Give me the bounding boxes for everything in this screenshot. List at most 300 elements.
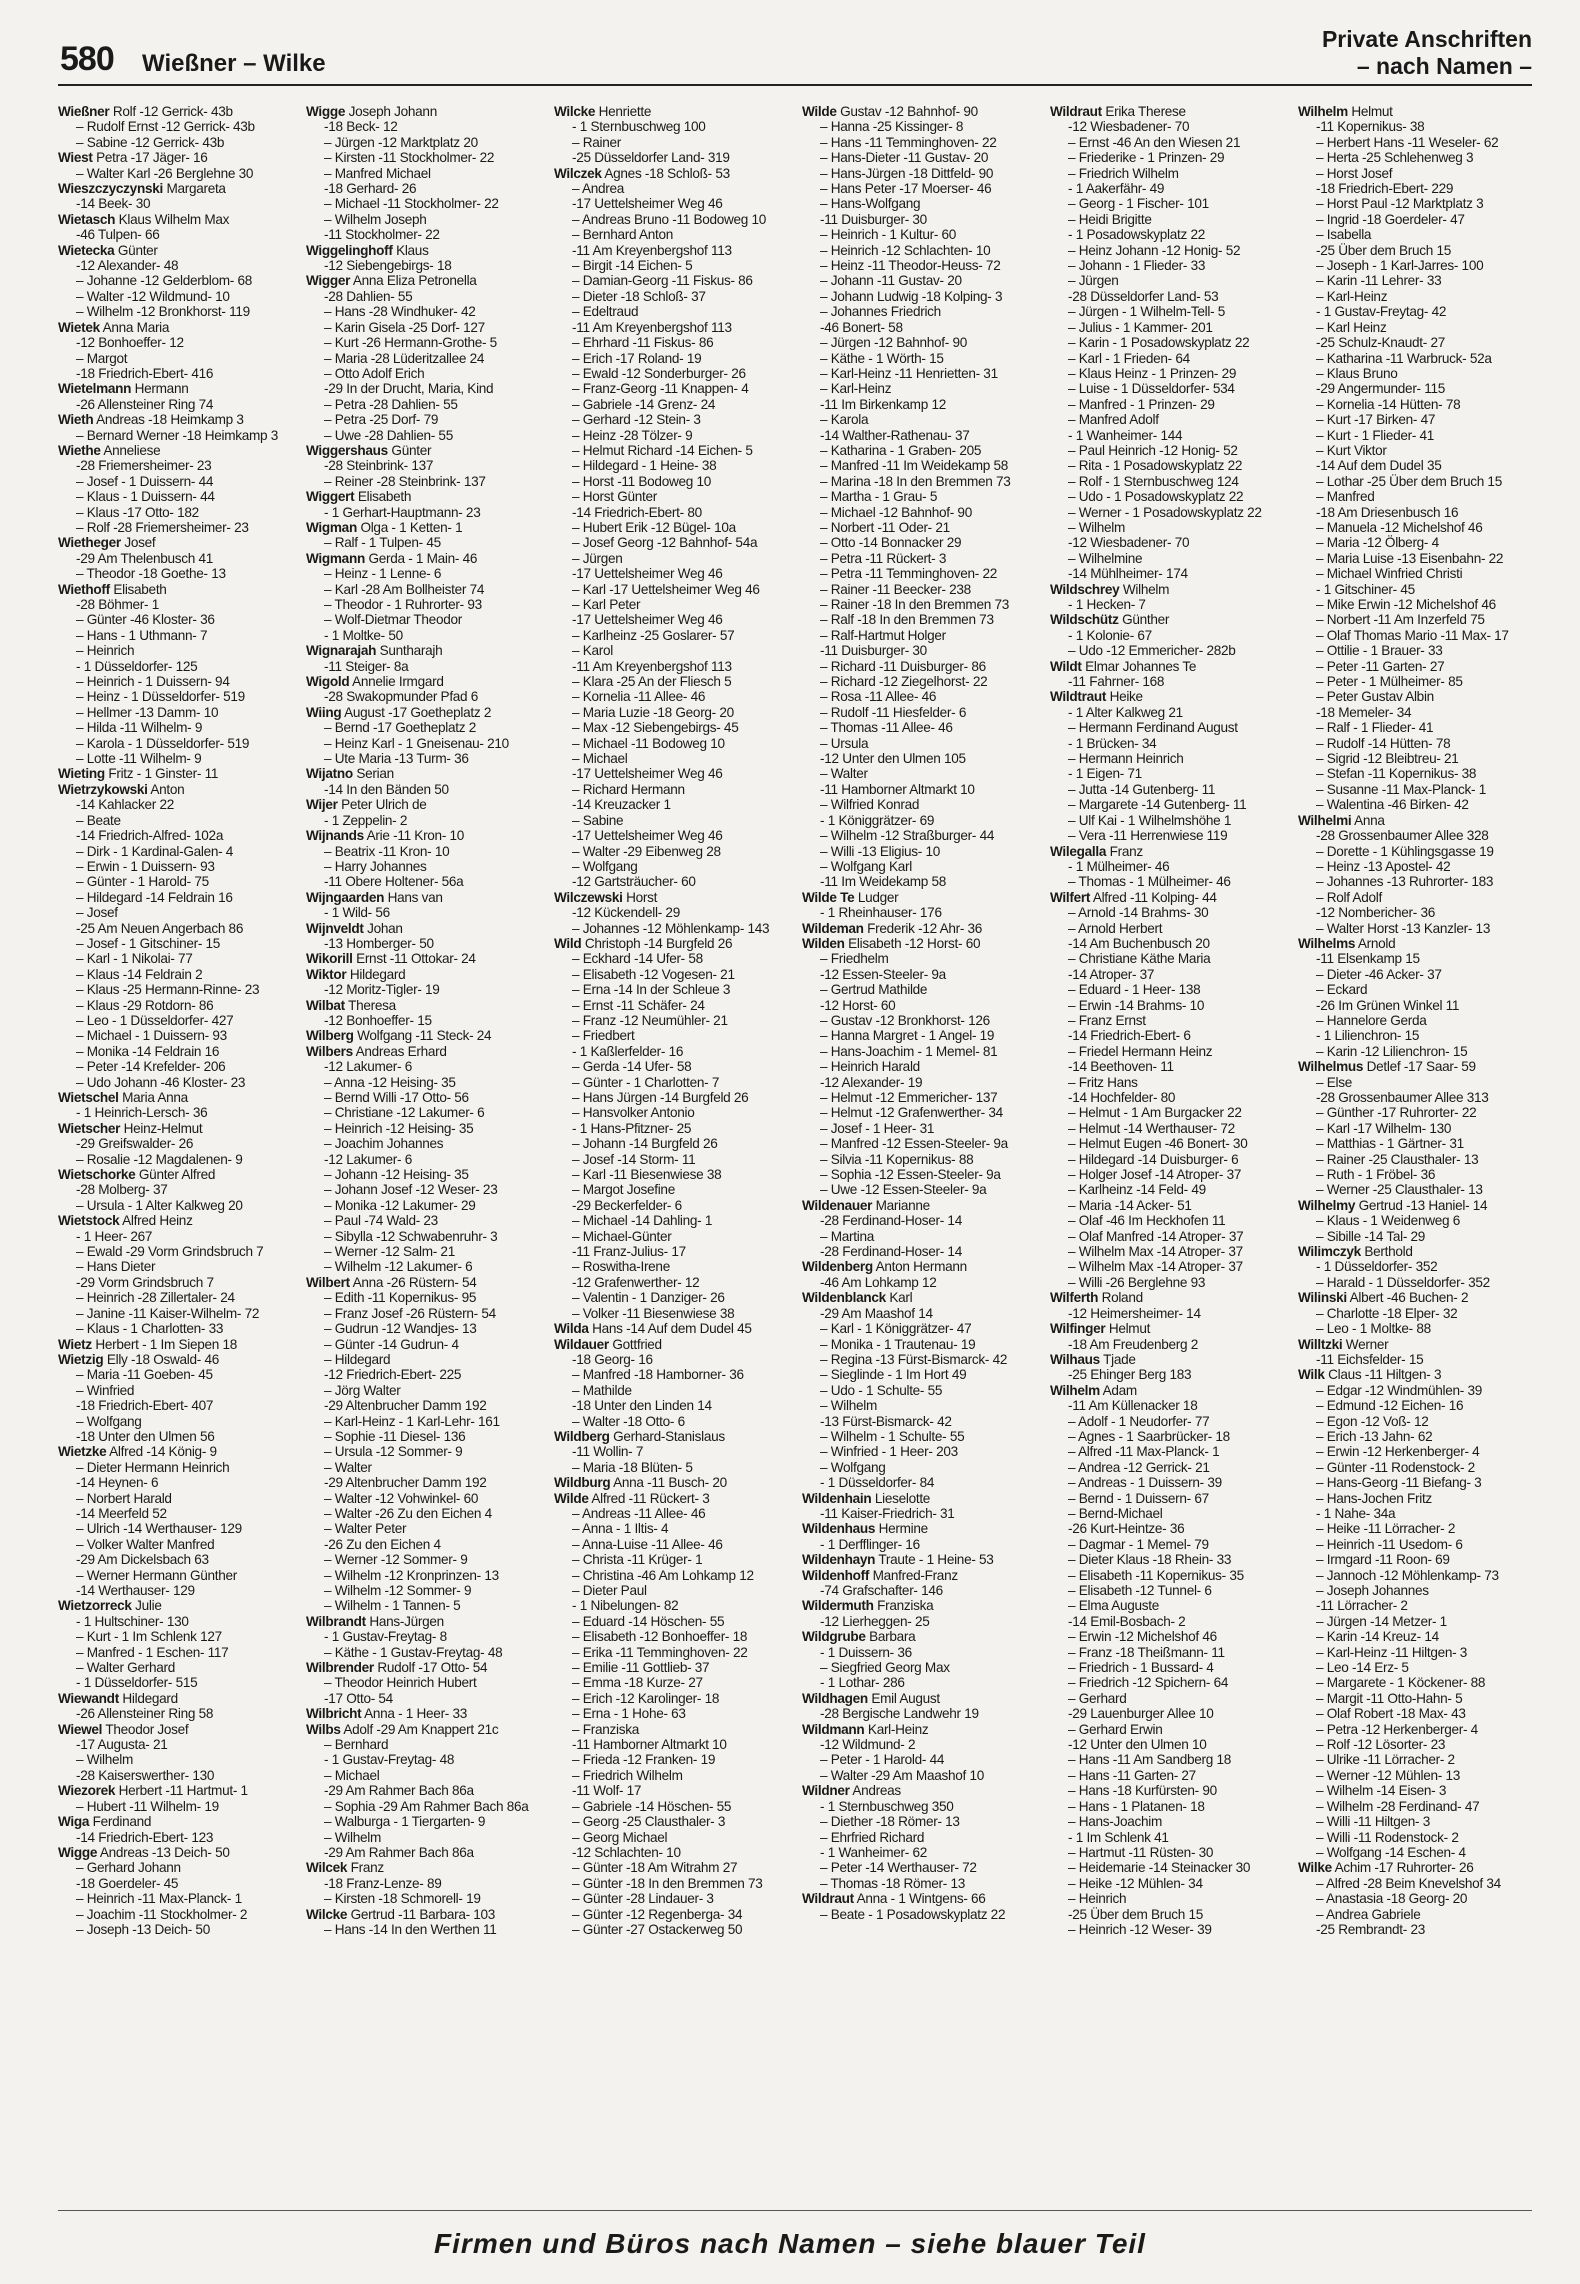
- directory-entry: [306, 1136, 544, 1151]
- directory-entry: [1050, 1460, 1288, 1475]
- entry-details: - 1 Brücken- 34: [1068, 735, 1157, 751]
- directory-entry: [1298, 258, 1536, 273]
- entry-details: -11 Hamborner Altmarkt 10: [572, 1737, 727, 1753]
- entry-details: – Karl-Heinz -11 Henrietten- 31: [820, 365, 998, 381]
- directory-entry: [802, 1506, 1040, 1521]
- entry-details: – Kurt - 1 Flieder- 41: [1316, 427, 1435, 443]
- entry-details: – Bernhard Anton: [572, 227, 674, 243]
- directory-entry: [1298, 551, 1536, 566]
- directory-entry-head: [802, 1891, 1040, 1906]
- entry-details: -11 Franz-Julius- 17: [572, 1244, 686, 1260]
- entry-details: – Christiane Käthe Maria: [1068, 951, 1211, 967]
- entry-details: – Kurt - 1 Im Schlenk 127: [76, 1629, 222, 1645]
- surname: Wildenhain: [802, 1490, 872, 1506]
- entry-details: -12 Siebengebirgs- 18: [324, 258, 452, 274]
- directory-entry: [802, 351, 1040, 366]
- directory-entry-head: [306, 766, 544, 781]
- directory-entry: [554, 1152, 792, 1167]
- directory-entry: [58, 813, 296, 828]
- directory-entry: [306, 212, 544, 227]
- entry-details: Anna: [1354, 812, 1385, 828]
- directory-entry: [554, 505, 792, 520]
- directory-entry: [554, 258, 792, 273]
- entry-details: – Otto Adolf Erich: [324, 365, 425, 381]
- entry-details: – Karl -17 Uettelsheimer Weg 46: [572, 581, 760, 597]
- entry-details: -17 Uettelsheimer Weg 46: [572, 612, 723, 628]
- surname: Wildenblanck: [802, 1290, 886, 1306]
- entry-details: -26 Allensteiner Ring 58: [76, 1706, 214, 1722]
- entry-details: – Bernd - 1 Duissern- 67: [1068, 1490, 1209, 1506]
- directory-entry: [1298, 1537, 1536, 1552]
- entry-details: - 1 Hultschiner- 130: [76, 1613, 189, 1629]
- entry-details: – Mathilde: [572, 1382, 632, 1398]
- entry-details: -12 Heimersheimer- 14: [1068, 1305, 1201, 1321]
- directory-entry: [58, 1706, 296, 1721]
- directory-entry: [554, 1583, 792, 1598]
- entry-details: – Georg Michael: [572, 1829, 668, 1845]
- entry-details: Anton Hermann: [875, 1259, 967, 1275]
- directory-entry: [802, 1044, 1040, 1059]
- directory-entry: [554, 1213, 792, 1228]
- entry-details: – Damian-Georg -11 Fiskus- 86: [572, 273, 753, 289]
- entry-details: -29 Altenbrucher Damm 192: [324, 1475, 487, 1491]
- entry-details: – Margot Josefine: [572, 1182, 675, 1198]
- directory-entry: [802, 1105, 1040, 1120]
- entry-details: - 1 Sternbuschweg 350: [820, 1798, 954, 1814]
- directory-entry-head: [802, 1598, 1040, 1613]
- entry-details: – Wilhelm: [820, 1398, 877, 1414]
- entry-details: – Hermann Heinrich: [1068, 751, 1184, 767]
- entry-details: – Peter -11 Garten- 27: [1316, 658, 1445, 674]
- directory-entry-head: [1050, 659, 1288, 674]
- entry-details: -18 Georg- 16: [572, 1351, 653, 1367]
- directory-entry: [1050, 720, 1288, 735]
- entry-details: – Maria Luise -13 Eisenbahn- 22: [1316, 550, 1504, 566]
- entry-details: – Agnes - 1 Saarbrücker- 18: [1068, 1428, 1230, 1444]
- directory-entry: [802, 1475, 1040, 1490]
- directory-entry: [58, 751, 296, 766]
- directory-entry: [1298, 381, 1536, 396]
- entry-details: - 1 Aakerfähr- 49: [1068, 181, 1165, 197]
- entry-details: – Walburga - 1 Tiergarten- 9: [324, 1814, 486, 1830]
- entry-details: - 1 Mülheimer- 46: [1068, 858, 1170, 874]
- entry-details: – Jannoch -12 Möhlenkamp- 73: [1316, 1567, 1499, 1583]
- entry-details: – Hans Dieter: [76, 1259, 156, 1275]
- surname: Wiing: [306, 704, 342, 720]
- entry-details: – Volker Walter Manfred: [76, 1536, 215, 1552]
- entry-details: – Johann - 1 Flieder- 33: [1068, 258, 1206, 274]
- entry-details: – Karol: [572, 643, 613, 659]
- directory-entry: [554, 1568, 792, 1583]
- entry-details: Helmut: [1108, 1321, 1151, 1337]
- directory-entry: [1298, 1814, 1536, 1829]
- entry-details: – Willi -11 Hiltgen- 3: [1316, 1814, 1431, 1830]
- directory-entry: [554, 1845, 792, 1860]
- directory-entry: [1050, 813, 1288, 828]
- directory-entry: [802, 1013, 1040, 1028]
- entry-details: – Helmut -14 Werthauser- 72: [1068, 1120, 1235, 1136]
- directory-entry: [1050, 1629, 1288, 1644]
- entry-details: – Karl Peter: [572, 597, 641, 612]
- surname: Wildner: [802, 1783, 850, 1799]
- directory-entry: [1050, 320, 1288, 335]
- directory-entry: [802, 1860, 1040, 1875]
- directory-entry: [1050, 982, 1288, 997]
- directory-entry: [1298, 1259, 1536, 1274]
- directory-entry: [1298, 982, 1536, 997]
- entry-details: -25 Düsseldorfer Land- 319: [572, 150, 730, 166]
- surname: Wilk: [1298, 1367, 1325, 1383]
- entry-details: – Wilhelm -12 Bronkhorst- 119: [76, 304, 250, 320]
- entry-details: -25 Rembrandt- 23: [1316, 1921, 1425, 1937]
- entry-details: – Wilhelm: [1068, 519, 1125, 535]
- directory-entry: [802, 1645, 1040, 1660]
- entry-details: – Hans-Joachim: [1068, 1814, 1163, 1830]
- directory-entry: [1050, 1614, 1288, 1629]
- directory-entry: [306, 1675, 544, 1690]
- directory-entry: [554, 181, 792, 196]
- entry-details: – Manfred Michael: [324, 165, 431, 181]
- entry-details: – Joachim Johannes: [324, 1136, 444, 1152]
- directory-entry: [306, 1521, 544, 1536]
- entry-details: - 1 Gustav-Freytag- 42: [1316, 304, 1447, 320]
- directory-entry: [1050, 1537, 1288, 1552]
- entry-details: – Ehrhard -11 Fiskus- 86: [572, 335, 714, 351]
- directory-entry: [554, 1722, 792, 1737]
- entry-details: - 1 Kolonie- 67: [1068, 627, 1152, 643]
- directory-entry-head: [306, 951, 544, 966]
- surname: Wießner: [58, 104, 110, 119]
- entry-details: – Dagmar - 1 Memel- 79: [1068, 1536, 1209, 1552]
- entry-details: – Ute Maria -13 Turm- 36: [324, 751, 469, 767]
- entry-details: Gertrud -13 Haniel- 14: [1358, 1197, 1488, 1213]
- directory-entry: [1050, 196, 1288, 211]
- entry-details: – Stefan -11 Kopernikus- 38: [1316, 766, 1477, 782]
- entry-details: - 1 Wanheimer- 144: [1068, 427, 1183, 443]
- entry-details: -25 Ehinger Berg 183: [1068, 1367, 1192, 1383]
- directory-entry: [1050, 1090, 1288, 1105]
- directory-entry: [554, 689, 792, 704]
- entry-details: – Erika -11 Temminghoven- 22: [572, 1644, 748, 1660]
- entry-details: – Wilhelm: [76, 1752, 133, 1768]
- directory-entry: [802, 1059, 1040, 1074]
- entry-details: Andreas -13 Deich- 50: [99, 1844, 230, 1860]
- directory-entry-head: [306, 643, 544, 658]
- directory-entry: [1050, 1521, 1288, 1536]
- directory-entry: [1050, 1552, 1288, 1567]
- entry-details: -25 Am Neuen Angerbach 86: [76, 920, 244, 936]
- directory-entry: [1050, 859, 1288, 874]
- directory-entry: [802, 366, 1040, 381]
- directory-entry: [1050, 1167, 1288, 1182]
- entry-details: – Eduard -14 Höschen- 55: [572, 1613, 725, 1629]
- entry-details: – Beatrix -11 Kron- 10: [324, 843, 450, 859]
- entry-details: – Margarete - 1 Köckener- 88: [1316, 1675, 1486, 1691]
- directory-entry: [1298, 1891, 1536, 1906]
- directory-entry: [1050, 520, 1288, 535]
- entry-details: -26 Zu den Eichen 4: [324, 1536, 441, 1552]
- directory-entry: [554, 1552, 792, 1567]
- surname: Wildt: [1050, 658, 1082, 674]
- entry-details: Emil August: [871, 1690, 940, 1706]
- entry-details: – Monika -12 Lakumer- 29: [324, 1197, 476, 1213]
- entry-details: – Jürgen: [572, 550, 623, 566]
- directory-entry: [58, 1367, 296, 1382]
- directory-entry: [1298, 1629, 1536, 1644]
- entry-details: -12 Bonhoeffer- 15: [324, 1012, 432, 1028]
- directory-entry: [1298, 782, 1536, 797]
- directory-entry: [554, 1367, 792, 1382]
- entry-details: -28 Molberg- 37: [76, 1182, 168, 1198]
- entry-details: - 1 Sternbuschweg 100: [572, 119, 706, 135]
- entry-details: – Christina -46 Am Lohkamp 12: [572, 1567, 754, 1583]
- directory-entry: [554, 1259, 792, 1274]
- directory-entry: [802, 998, 1040, 1013]
- directory-entry: [58, 1645, 296, 1660]
- surname: Wildschütz: [1050, 612, 1119, 628]
- entry-details: – Michael -12 Bahnhof- 90: [820, 504, 972, 520]
- entry-details: – Karl - 1 Nikolai- 77: [76, 951, 193, 967]
- entry-details: -28 Swakopmunder Pfad 6: [324, 689, 479, 705]
- entry-details: - 1 Düsseldorfer- 352: [1316, 1259, 1438, 1275]
- entry-details: – Werner -12 Sommer- 9: [324, 1552, 468, 1568]
- entry-details: – Sibille -14 Tal- 29: [1316, 1228, 1426, 1244]
- directory-entry: [554, 1290, 792, 1305]
- directory-entry: [802, 1876, 1040, 1891]
- entry-details: – Winfried: [76, 1382, 135, 1398]
- entry-details: -28 Dahlien- 55: [324, 288, 413, 304]
- directory-entry: [58, 119, 296, 134]
- directory-entry-head: [306, 551, 544, 566]
- entry-details: - 1 Königgrätzer- 69: [820, 812, 935, 828]
- entry-details: - 1 Wild- 56: [324, 905, 390, 921]
- entry-details: – Käthe - 1 Wörth- 15: [820, 350, 944, 366]
- directory-entry: [1298, 397, 1536, 412]
- directory-entry: [58, 720, 296, 735]
- entry-details: – Hans -28 Windhuker- 42: [324, 304, 476, 320]
- directory-entry-head: [1050, 1290, 1288, 1305]
- directory-entry: [554, 351, 792, 366]
- entry-details: – Edgar -12 Windmühlen- 39: [1316, 1382, 1482, 1398]
- directory-entry: [802, 489, 1040, 504]
- directory-entry: [1298, 1583, 1536, 1598]
- entry-details: – Hans-Dieter -11 Gustav- 20: [820, 150, 989, 166]
- directory-entry: [306, 289, 544, 304]
- entry-details: – Petra -11 Temminghoven- 22: [820, 566, 997, 582]
- directory-entry: [306, 612, 544, 627]
- directory-entry-head: [58, 181, 296, 196]
- surname: Wigold: [306, 674, 350, 690]
- entry-details: Lieselotte: [874, 1490, 931, 1506]
- entry-details: – Günter -11 Rodenstock- 2: [1316, 1459, 1475, 1475]
- entry-details: – Jürgen - 1 Wilhelm-Tell- 5: [1068, 304, 1226, 320]
- entry-details: -18 Friedrich-Ebert- 229: [1316, 181, 1454, 197]
- directory-entry: [802, 535, 1040, 550]
- directory-entry: [1298, 166, 1536, 181]
- directory-entry: [58, 1891, 296, 1906]
- directory-entry: [802, 1583, 1040, 1598]
- directory-entry: [58, 1182, 296, 1197]
- directory-entry: [306, 1429, 544, 1444]
- directory-entry: [554, 366, 792, 381]
- entry-details: - 1 Heer- 267: [76, 1228, 153, 1244]
- directory-entry: [802, 1090, 1040, 1105]
- entry-details: – Udo -12 Emmericher- 282b: [1068, 643, 1236, 659]
- directory-entry: [58, 273, 296, 288]
- directory-entry: [58, 1907, 296, 1922]
- directory-entry: [1298, 1152, 1536, 1167]
- directory-entry: [802, 720, 1040, 735]
- entry-details: – Andrea: [572, 181, 625, 197]
- entry-details: – Anna -12 Heising- 35: [324, 1074, 456, 1090]
- entry-details: - 1 Derfflinger- 16: [820, 1536, 920, 1552]
- entry-details: -17 Augusta- 21: [76, 1737, 168, 1753]
- entry-details: – Peter -14 Werthauser- 72: [820, 1860, 977, 1876]
- entry-details: Hans van: [387, 889, 443, 905]
- directory-entry: [1050, 736, 1288, 751]
- entry-details: – Rudolf -11 Hiesfelder- 6: [820, 704, 967, 720]
- entry-details: -11 Stockholmer- 22: [324, 227, 440, 243]
- entry-details: – Eckhard -14 Ufer- 58: [572, 951, 703, 967]
- surname: Wietrzykowski: [58, 781, 148, 797]
- directory-entry: [1050, 1737, 1288, 1752]
- directory-entry: [802, 566, 1040, 581]
- entry-details: – Friedrich Wilhelm: [572, 1767, 683, 1783]
- surname: Wijnveldt: [306, 920, 364, 936]
- surname: Wijnands: [306, 828, 364, 844]
- directory-entry-head: [1298, 1198, 1536, 1213]
- entry-details: – Kurt -17 Birken- 47: [1316, 412, 1436, 428]
- entry-details: – Helmut -12 Emmericher- 137: [820, 1090, 998, 1105]
- directory-entry: [1298, 150, 1536, 165]
- entry-details: – Hans -11 Temminghoven- 22: [820, 134, 997, 150]
- entry-details: Wilhelm: [1122, 581, 1170, 597]
- directory-entry: [1298, 366, 1536, 381]
- directory-entry-head: [306, 998, 544, 1013]
- entry-details: -14 Friedrich-Ebert- 6: [1068, 1028, 1191, 1044]
- entry-details: Roland: [1101, 1290, 1143, 1306]
- entry-details: -18 Gerhard- 26: [324, 181, 417, 197]
- entry-details: – Petra -12 Herkenberger- 4: [1316, 1721, 1478, 1737]
- entry-details: Anna Maria: [102, 319, 170, 335]
- entry-details: – Heinrich -12 Weser- 39: [1068, 1921, 1212, 1937]
- directory-entry: [1298, 751, 1536, 766]
- entry-details: Andreas: [852, 1783, 901, 1799]
- entry-details: – Winfried - 1 Heer- 203: [820, 1444, 958, 1460]
- directory-entry: [306, 844, 544, 859]
- surname: Wilbs: [306, 1721, 341, 1737]
- directory-entry: [1050, 227, 1288, 242]
- directory-entry: [306, 397, 544, 412]
- entry-details: – Edmund -12 Eichen- 16: [1316, 1398, 1464, 1414]
- entry-details: – Michael: [324, 1767, 380, 1783]
- entry-details: – Horst Günter: [572, 489, 657, 505]
- entry-details: -26 Allensteiner Ring 74: [76, 396, 214, 412]
- directory-entry-head: [1298, 936, 1536, 951]
- directory-entry: [1050, 1891, 1288, 1906]
- entry-details: – Karl -28 Am Bollheister 74: [324, 581, 485, 597]
- surname: Wieth: [58, 412, 94, 428]
- entry-details: Adam: [1102, 1382, 1137, 1398]
- entry-details: - 1 Duissern- 36: [820, 1644, 912, 1660]
- directory-entry: [554, 998, 792, 1013]
- entry-details: – Harald - 1 Düsseldorfer- 352: [1316, 1274, 1490, 1290]
- entry-details: – Jörg Walter: [324, 1382, 401, 1398]
- entry-details: – Sophia -12 Essen-Steeler- 9a: [820, 1167, 1001, 1183]
- entry-details: – Rosalie -12 Magdalenen- 9: [76, 1151, 243, 1167]
- entry-details: – Michael -11 Bodoweg 10: [572, 735, 725, 751]
- directory-entry: [306, 1598, 544, 1613]
- entry-details: -18 Am Freudenberg 2: [1068, 1336, 1199, 1352]
- directory-entry-head: [58, 782, 296, 797]
- surname: Wilde Te: [802, 889, 855, 905]
- directory-entry: [1050, 597, 1288, 612]
- entry-details: – Karola - 1 Düsseldorfer- 519: [76, 735, 250, 751]
- entry-details: Albert -46 Buchen- 2: [1349, 1290, 1469, 1306]
- entry-details: – Sibylla -12 Schwabenruhr- 3: [324, 1228, 498, 1244]
- surname: Wildauer: [554, 1336, 609, 1352]
- directory-entry: [554, 227, 792, 242]
- entry-details: -11 Am Küllenacker 18: [1068, 1398, 1198, 1414]
- directory-entry: [802, 1660, 1040, 1675]
- entry-details: – Karl-Heinz: [820, 381, 892, 397]
- directory-entry-head: [58, 1691, 296, 1706]
- directory-entry: [1298, 1660, 1536, 1675]
- entry-details: -12 Wildmund- 2: [820, 1737, 916, 1753]
- directory-entry-head: [58, 381, 296, 396]
- directory-entry: [306, 936, 544, 951]
- surname: Wilhelmus: [1298, 1059, 1364, 1075]
- entry-details: - 1 Kaßlerfelder- 16: [572, 1043, 684, 1059]
- directory-entry: [554, 628, 792, 643]
- directory-column: [1050, 104, 1288, 2204]
- directory-entry: [802, 119, 1040, 134]
- directory-entry: [306, 1876, 544, 1891]
- directory-entry: [1298, 998, 1536, 1013]
- entry-details: -29 Lauenburger Allee 10: [1068, 1706, 1214, 1722]
- entry-details: – Ralf - 1 Flieder- 41: [1316, 720, 1434, 736]
- entry-details: -14 Friedrich-Ebert- 80: [572, 504, 702, 520]
- directory-entry: [554, 1013, 792, 1028]
- directory-entry: [554, 720, 792, 735]
- entry-details: – Charlotte -18 Elper- 32: [1316, 1305, 1458, 1321]
- directory-entry: [58, 1383, 296, 1398]
- entry-details: Günter Alfred: [138, 1167, 216, 1183]
- surname: Wiewandt: [58, 1690, 119, 1706]
- entry-details: – Ottilie - 1 Brauer- 33: [1316, 643, 1443, 659]
- directory-entry: [306, 874, 544, 889]
- entry-details: – Andreas Bruno -11 Bodoweg 10: [572, 211, 767, 227]
- surname: Wigman: [306, 519, 357, 535]
- directory-entry: [58, 736, 296, 751]
- directory-entry: [58, 597, 296, 612]
- entry-details: – Adolf - 1 Neudorfer- 77: [1068, 1413, 1210, 1429]
- directory-entry: [802, 1907, 1040, 1922]
- entry-details: – Jürgen -12 Bahnhof- 90: [820, 335, 967, 351]
- entry-details: Herbert - 1 Im Siepen 18: [95, 1336, 238, 1352]
- directory-entry: [1298, 1475, 1536, 1490]
- entry-details: – Harry Johannes: [324, 858, 427, 874]
- directory-entry: [802, 1675, 1040, 1690]
- directory-entry: [1050, 1660, 1288, 1675]
- directory-entry: [554, 443, 792, 458]
- directory-entry: [1298, 1737, 1536, 1752]
- directory-entry-head: [58, 1337, 296, 1352]
- entry-details: – Jürgen -12 Marktplatz 20: [324, 134, 478, 150]
- entry-details: -29 Am Dickelsbach 63: [76, 1552, 209, 1568]
- entry-details: – Gustav -12 Bronkhorst- 126: [820, 1012, 990, 1028]
- entry-details: -11 Steiger- 8a: [324, 658, 409, 674]
